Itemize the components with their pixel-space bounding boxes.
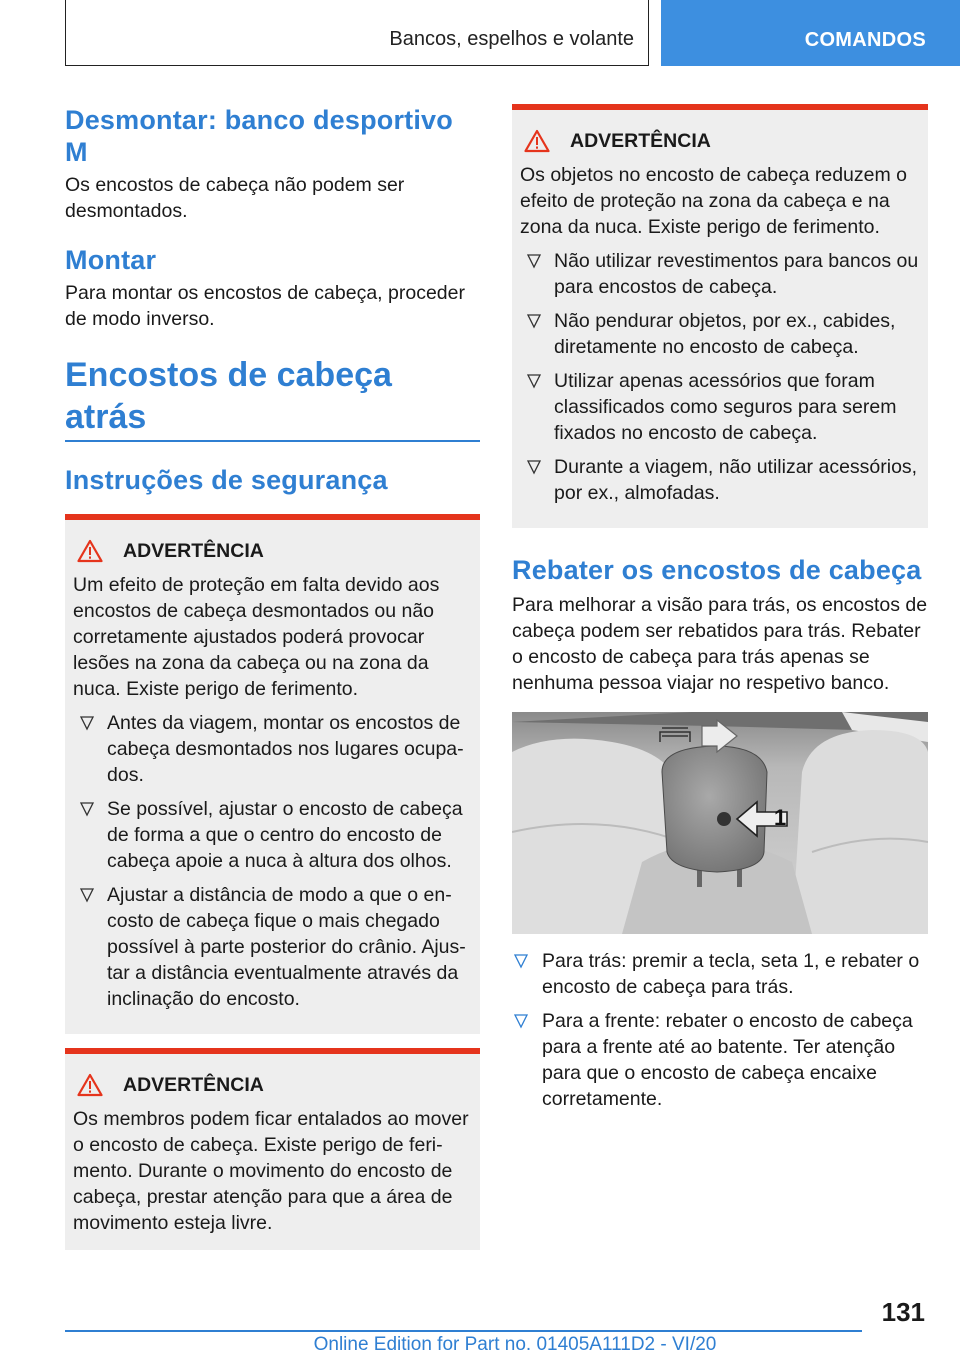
instruction-list — [512, 948, 928, 1112]
list-item: Não utilizar revestimentos para bancos ou para encostos de cabeça. — [520, 248, 920, 300]
warning-box-1 — [65, 514, 480, 1034]
header-section-box — [65, 0, 649, 66]
warning-list — [520, 248, 920, 506]
heading-montar: Montar — [65, 245, 157, 275]
header-chapter-title: COMANDOS — [804, 29, 926, 51]
heading-rebater: Rebater os encostos de cabeça — [512, 555, 922, 585]
triangle-bullet-icon — [80, 800, 94, 818]
list-item: Ajustar a distância de modo a que o encosto de cabeça fique o mais chegado possível à parte posterior do crânio. Ajustar a distância eventualmente através da inclinação do encosto. — [73, 882, 472, 1012]
header-chapter-tab[interactable] — [661, 0, 960, 66]
paragraph-rebater: Para melhorar a visão para trás, os encostos de cabeça podem ser rebatidos para trás. Rebater o encosto de cabeça para trás apenas se nenhuma pessoa viajar no respetivo banco. — [512, 594, 928, 694]
list-item: Para trás: premir a tecla, seta 1, e rebater o encosto de cabeça para trás. — [512, 948, 928, 1000]
list-item: Se possível, ajustar o encosto de cabeça de forma a que o centro do encosto de cabeça apoie a nuca à altura dos olhos. — [73, 796, 472, 874]
triangle-bullet-icon — [514, 952, 528, 970]
warning-box-2 — [65, 1048, 480, 1250]
triangle-bullet-icon — [527, 458, 541, 476]
warning-title: ADVERTÊNCIA — [77, 1068, 472, 1102]
warning-box-3 — [512, 104, 928, 528]
warning-text: Um efeito de proteção em falta devido aos encostos de cabeça desmontados ou não corretamente ajustados poderá provocar lesões na zona da cabeça ou na zona da nuca. Existe perigo de ferimento. — [73, 574, 440, 700]
header-section-title: Bancos, espelhos e volante — [389, 28, 634, 50]
list-item: Utilizar apenas acessórios que foram classificados como seguros para serem fixados no encosto de cabeça. — [520, 368, 920, 446]
right-column — [512, 104, 928, 1120]
paragraph-montar: Para montar os encostos de cabeça, proceder de modo inverso. — [65, 282, 465, 330]
footer-divider — [65, 1330, 862, 1332]
warning-triangle-icon — [524, 129, 550, 153]
triangle-bullet-icon — [80, 886, 94, 904]
photo-callout-number: 1 — [774, 805, 787, 830]
triangle-bullet-icon — [527, 372, 541, 390]
left-column — [65, 104, 480, 1250]
footer-edition: Online Edition for Part no. 01405A111D2 - VI/20 — [313, 1334, 717, 1355]
list-item: Durante a viagem, não utilizar acessórios, por ex., almofadas. — [520, 454, 920, 506]
heading-encostos-atras: Encostos de cabeça atrás — [65, 354, 480, 442]
list-item: Para a frente: rebater o encosto de cabeça para a frente até ao batente. Ter atenção para que o encosto de cabeça encaixe corretamente. — [512, 1008, 928, 1112]
heading-instrucoes-seguranca: Instruções de segurança — [65, 465, 388, 495]
warning-triangle-icon — [77, 539, 103, 563]
page-number: 131 — [881, 1297, 925, 1327]
paragraph-desmontar: Os encostos de cabeça não podem ser desmontados. — [65, 174, 405, 222]
triangle-bullet-icon — [514, 1012, 528, 1030]
headrest-illustration — [512, 712, 928, 934]
heading-desmontar: Desmontar: banco desportivo M — [65, 105, 453, 167]
triangle-bullet-icon — [527, 252, 541, 270]
warning-list — [73, 710, 472, 1012]
warning-title: ADVERTÊNCIA — [77, 534, 472, 568]
warning-text: Os membros podem ficar entalados ao mover o encosto de cabeça. Existe perigo de ferimento. Durante o movimento do encosto de cabeça, prestar atenção para que a área de movimento esteja livre. — [73, 1108, 469, 1234]
warning-triangle-icon — [77, 1073, 103, 1097]
triangle-bullet-icon — [527, 312, 541, 330]
warning-text: Os objetos no encosto de cabeça reduzem o efeito de proteção na zona da cabeça e na zona da nuca. Existe perigo de ferimento. — [520, 164, 907, 238]
list-item: Não pendurar objetos, por ex., cabides, diretamente no encosto de cabeça. — [520, 308, 920, 360]
headrest-photo — [512, 712, 928, 934]
list-item: Antes da viagem, montar os encostos de cabeça desmontados nos lugares ocupados. — [73, 710, 472, 788]
warning-title: ADVERTÊNCIA — [524, 124, 920, 158]
triangle-bullet-icon — [80, 714, 94, 732]
